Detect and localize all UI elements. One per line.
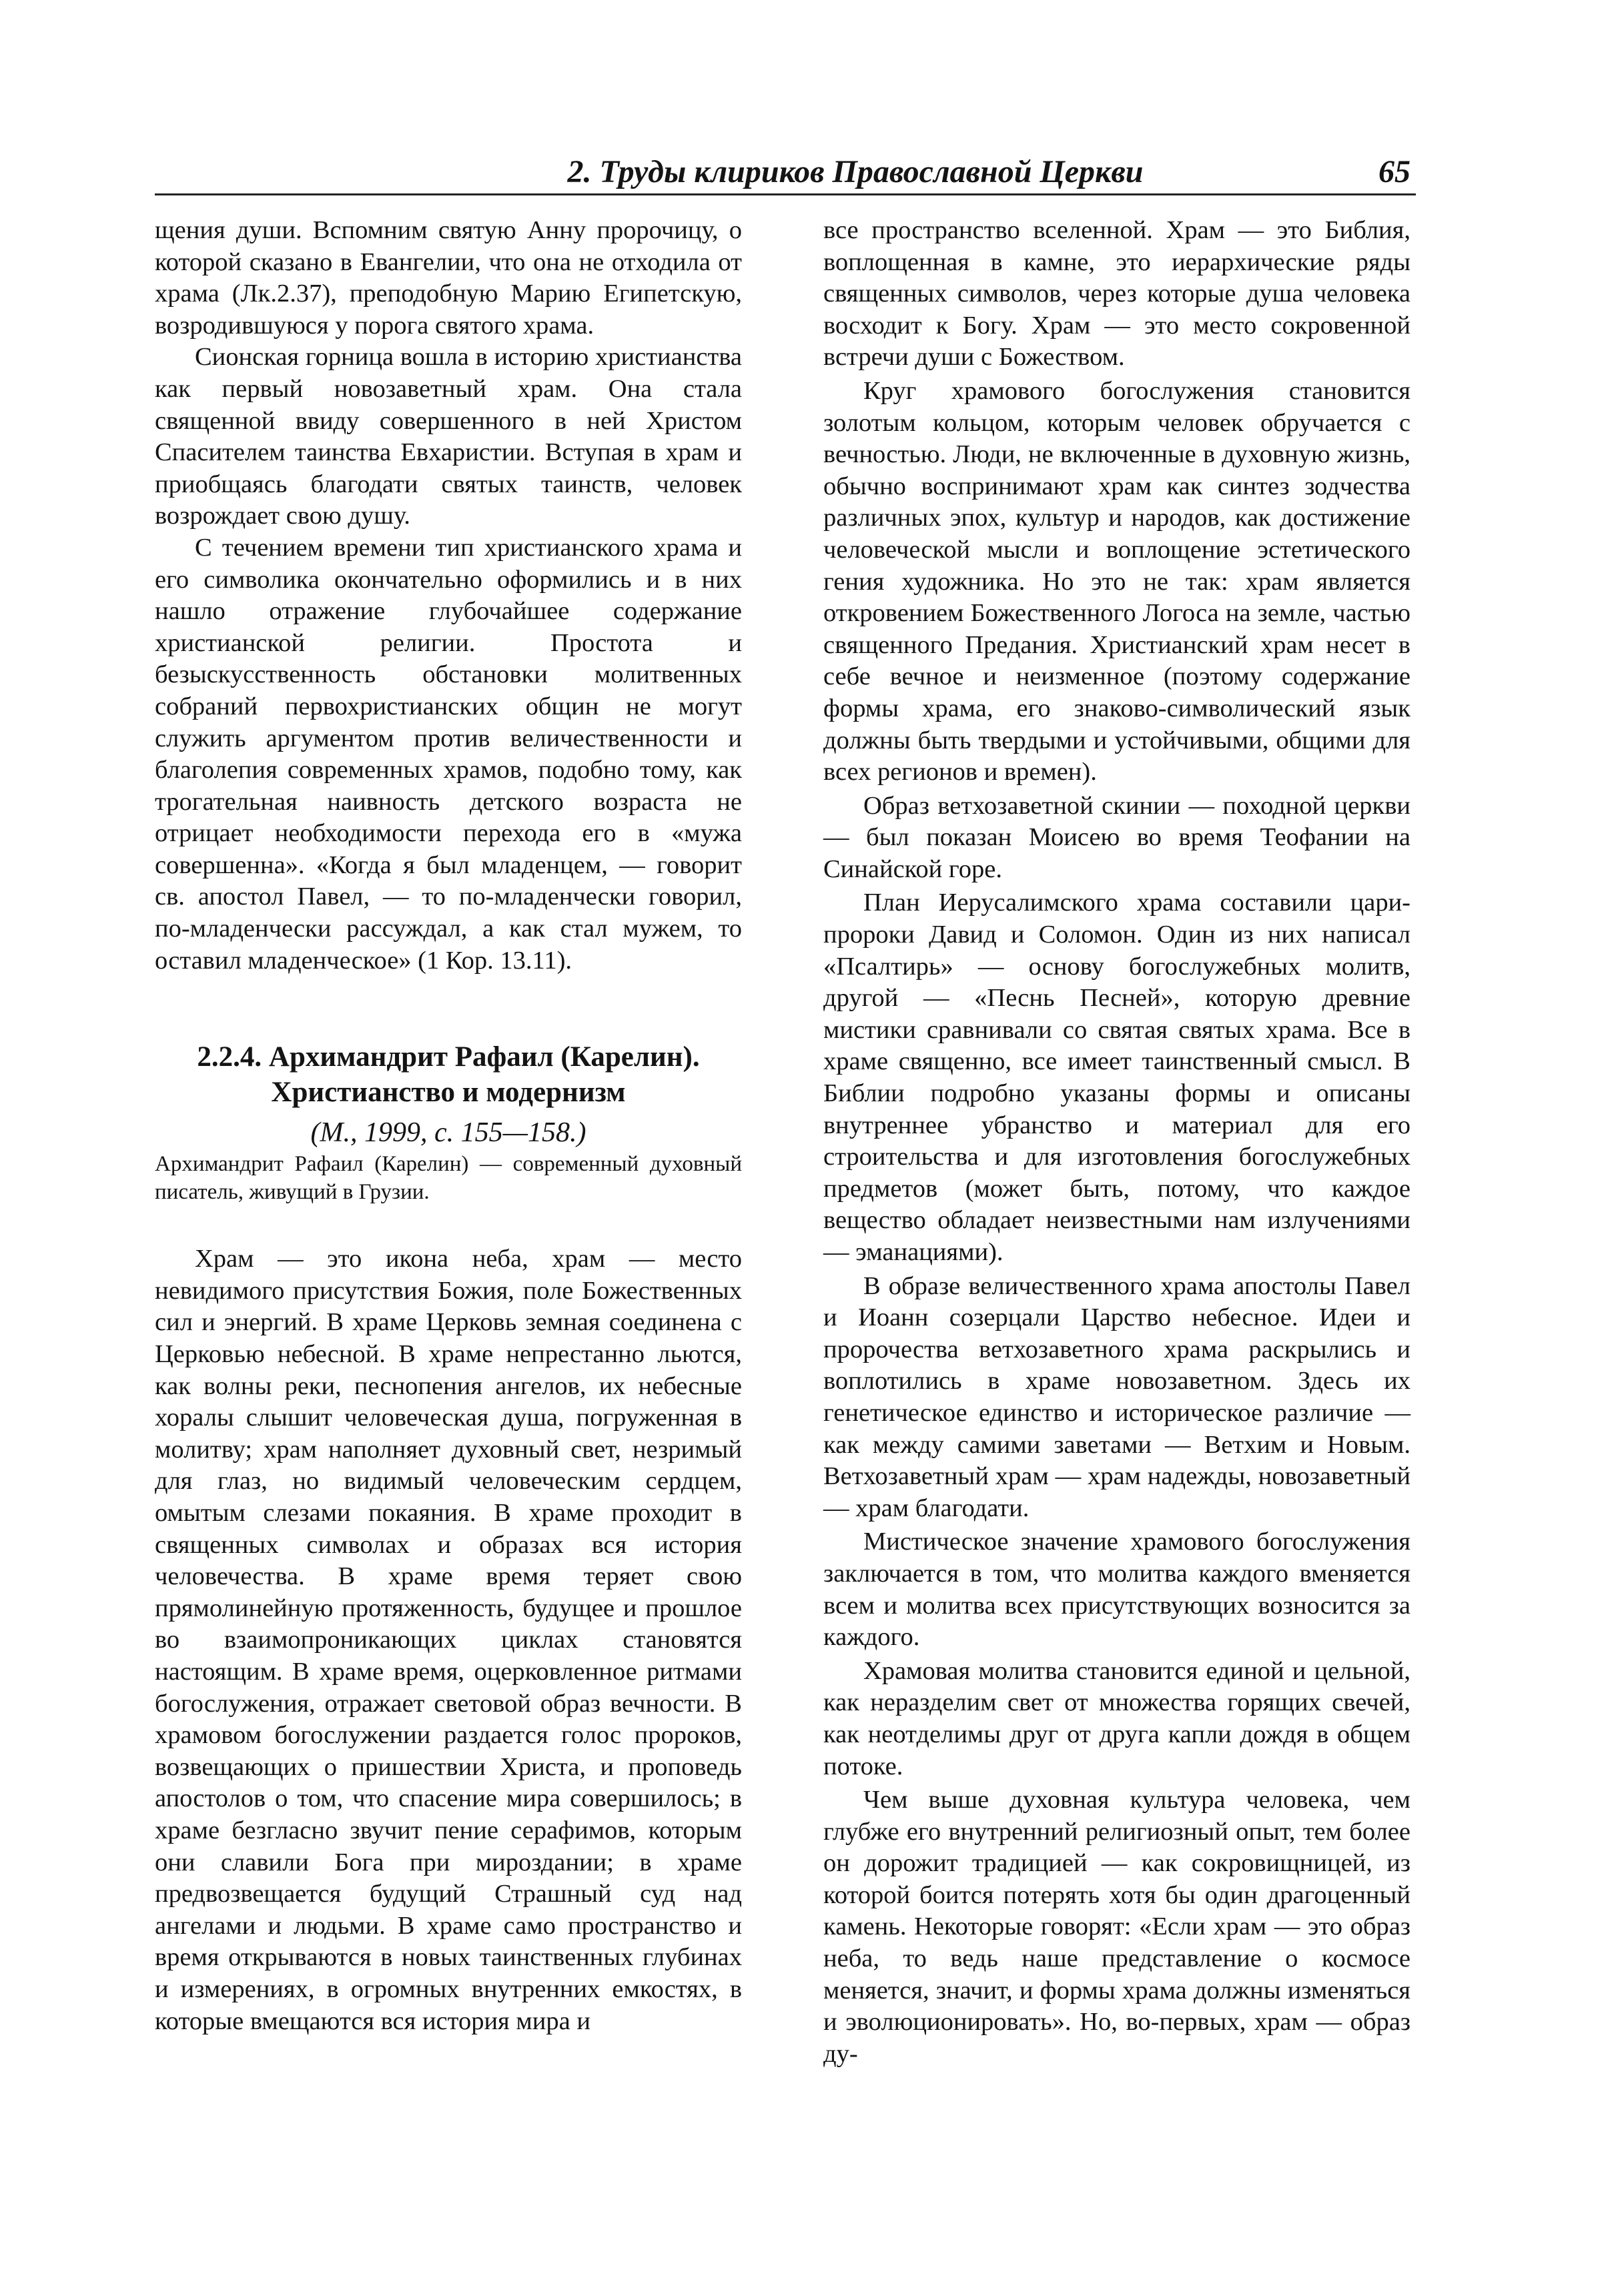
section-source: (М., 1999, с. 155—158.) xyxy=(310,1117,586,1149)
paragraph: Сионская горница вошла в историю христианства как первый новозаветный храм. Она стала священной ввиду совершенного в ней Христом Спасителем таинства Евхаристии. Вступая в храм и приобщаясь благодати святых таинств, человек возрождает свою душу. xyxy=(155,343,742,530)
paragraph: С течением времени тип христианского храма и его символика окончательно оформились и в них нашло отражение глубочайшее содержание христианской религии. Простота и безыскусственность обстановки молитвенных собраний первохристианских общин не могут служить аргументом против величественности и благолепия современных храмов, подобно тому, как трогательная наивность детского возраста не отрицает необходимости перехода его в «мужа совершенна». «Когда я был младенцем, — говорит св. апостол Павел, — то по-младенчески говорил, по-младенчески рассуждал, а как стал мужем, то оставил младенческое» (1 Кор. 13.11). xyxy=(155,533,742,975)
paragraph: Круг храмового богослужения становится золотым кольцом, которым человек обручается с вечностью. Люди, не включенные в духовную жизнь, обычно воспринимают храм как синтез зодчества различных эпох, культур и народов, как достижение человеческой мысли и воплощение эстетического гения художника. Но это не так: храм является откровением Божественного Логоса на земле, частью священного Предания. Христианский храм несет в себе вечное и неизменное (поэтому содержание формы храма, его знаково-символический язык должны быть твердыми и устойчивыми, общими для всех регионов и времен). xyxy=(823,376,1410,786)
section-heading-line: 2.2.4. Архимандрит Рафаил (Карелин). xyxy=(197,1041,700,1073)
author-note: Архимандрит Рафаил (Карелин) — современный духовный писатель, живущий в Грузии. xyxy=(155,1152,742,1205)
paragraph: Храмовая молитва становится единой и цельной, как неразделим свет от множества горящих свечей, как неотделимы друг от друга капли дождя в общем потоке. xyxy=(823,1656,1410,1780)
paragraph: все пространство вселенной. Храм — это Библия, воплощенная в камне, это иерархические ряды священных символов, через которые душа человека восходит к Богу. Храм — это место сокровенной встречи души с Божеством. xyxy=(823,216,1410,372)
paragraph: Мистическое значение храмового богослужения заключается в том, что молитва каждого вменяется всем и молитва всех присутствующих возносится за каждого. xyxy=(823,1528,1410,1652)
left-column xyxy=(155,215,742,2037)
paragraph: В образе величественного храма апостолы Павел и Иоанн созерцали Царство небесное. Идеи и пророчества ветхозаветного храма раскрылись и воплотились в храме новозаветном. Здесь их генетическое единство и историческое различие — как между самими заветами — Ветхим и Новым. Ветхозаветный храм — храм надежды, новозаветный — храм благодати. xyxy=(823,1271,1410,1522)
page-header xyxy=(155,152,1416,195)
right-column xyxy=(823,215,1410,2070)
page-number: 65 xyxy=(1378,154,1410,189)
section-heading-line: Христианство и модернизм xyxy=(271,1077,626,1109)
section-heading xyxy=(155,1039,742,1110)
paragraph: Образ ветхозаветной скинии — походной церкви — был показан Моисею во время Теофании на Синайской горе. xyxy=(823,791,1410,883)
paragraph: щения души. Вспомним святую Анну пророчицу, о которой сказано в Евангелии, что она не отходила от храма (Лк.2.37), преподобную Марию Египетскую, возродившуюся у порога святого храма. xyxy=(155,216,742,340)
running-title: 2. Труды клириков Православной Церкви xyxy=(567,154,1144,189)
paragraph: Храм — это икона неба, храм — место невидимого присутствия Божия, поле Божественных сил и энергий. В храме Церковь земная соединена с Церковью небесной. В храме непрестанно льются, как волны реки, песнопения ангелов, их небесные хоралы слышит человеческая душа, погруженная в молитву; храм наполняет духовный свет, незримый для глаз, но видимый человеческим сердцем, омытым слезами покаяния. В храме проходит в священных символах и образах вся история человечества. В храме время теряет свою прямолинейную протяженность, будущее и прошлое во взаимопроникающих циклах становятся настоящим. В храме время, оцерковленное ритмами богослужения, отражает световой образ вечности. В храмовом богослужении раздается голос пророков, возвещающих о пришествии Христа, и проповедь апостолов о том, что спасение мира совершилось; в храме безгласно звучит пение серафимов, которым они славили Бога при мироздании; в храме предвозвещается будущий Страшный суд над ангелами и людьми. В храме само пространство и время открываются в новых таинственных глубинах и измерениях, в огромных внутренних емкостях, в которые вмещаются вся история мира и xyxy=(155,1245,742,2035)
paragraph: Чем выше духовная культура человека, чем глубже его внутренний религиозный опыт, тем более он дорожит традицией — как сокровищницей, из которой боится потерять хотя бы один драгоценный камень. Некоторые говорят: «Если храм — это образ неба, то ведь наше представление о космосе меняется, значит, и формы храма должны изменяться и эволюционировать». Но, во-первых, храм — образ ду- xyxy=(823,1786,1410,2068)
paragraph: План Иерусалимского храма составили цари-пророки Давид и Соломон. Один из них написал «Псалтирь» — основу богослужебных молитв, другой — «Песнь Песней», которую древние мистики сравнивали со святая святых храма. Все в храме священно, все имеет таинственный смысл. В Библии подробно указаны формы и описаны внутреннее убранство и материал для его строительства и для изготовления богослужебных предметов (может быть, потому, что каждое вещество обладает неизвестными нам излучениями — эманациями). xyxy=(823,889,1410,1266)
